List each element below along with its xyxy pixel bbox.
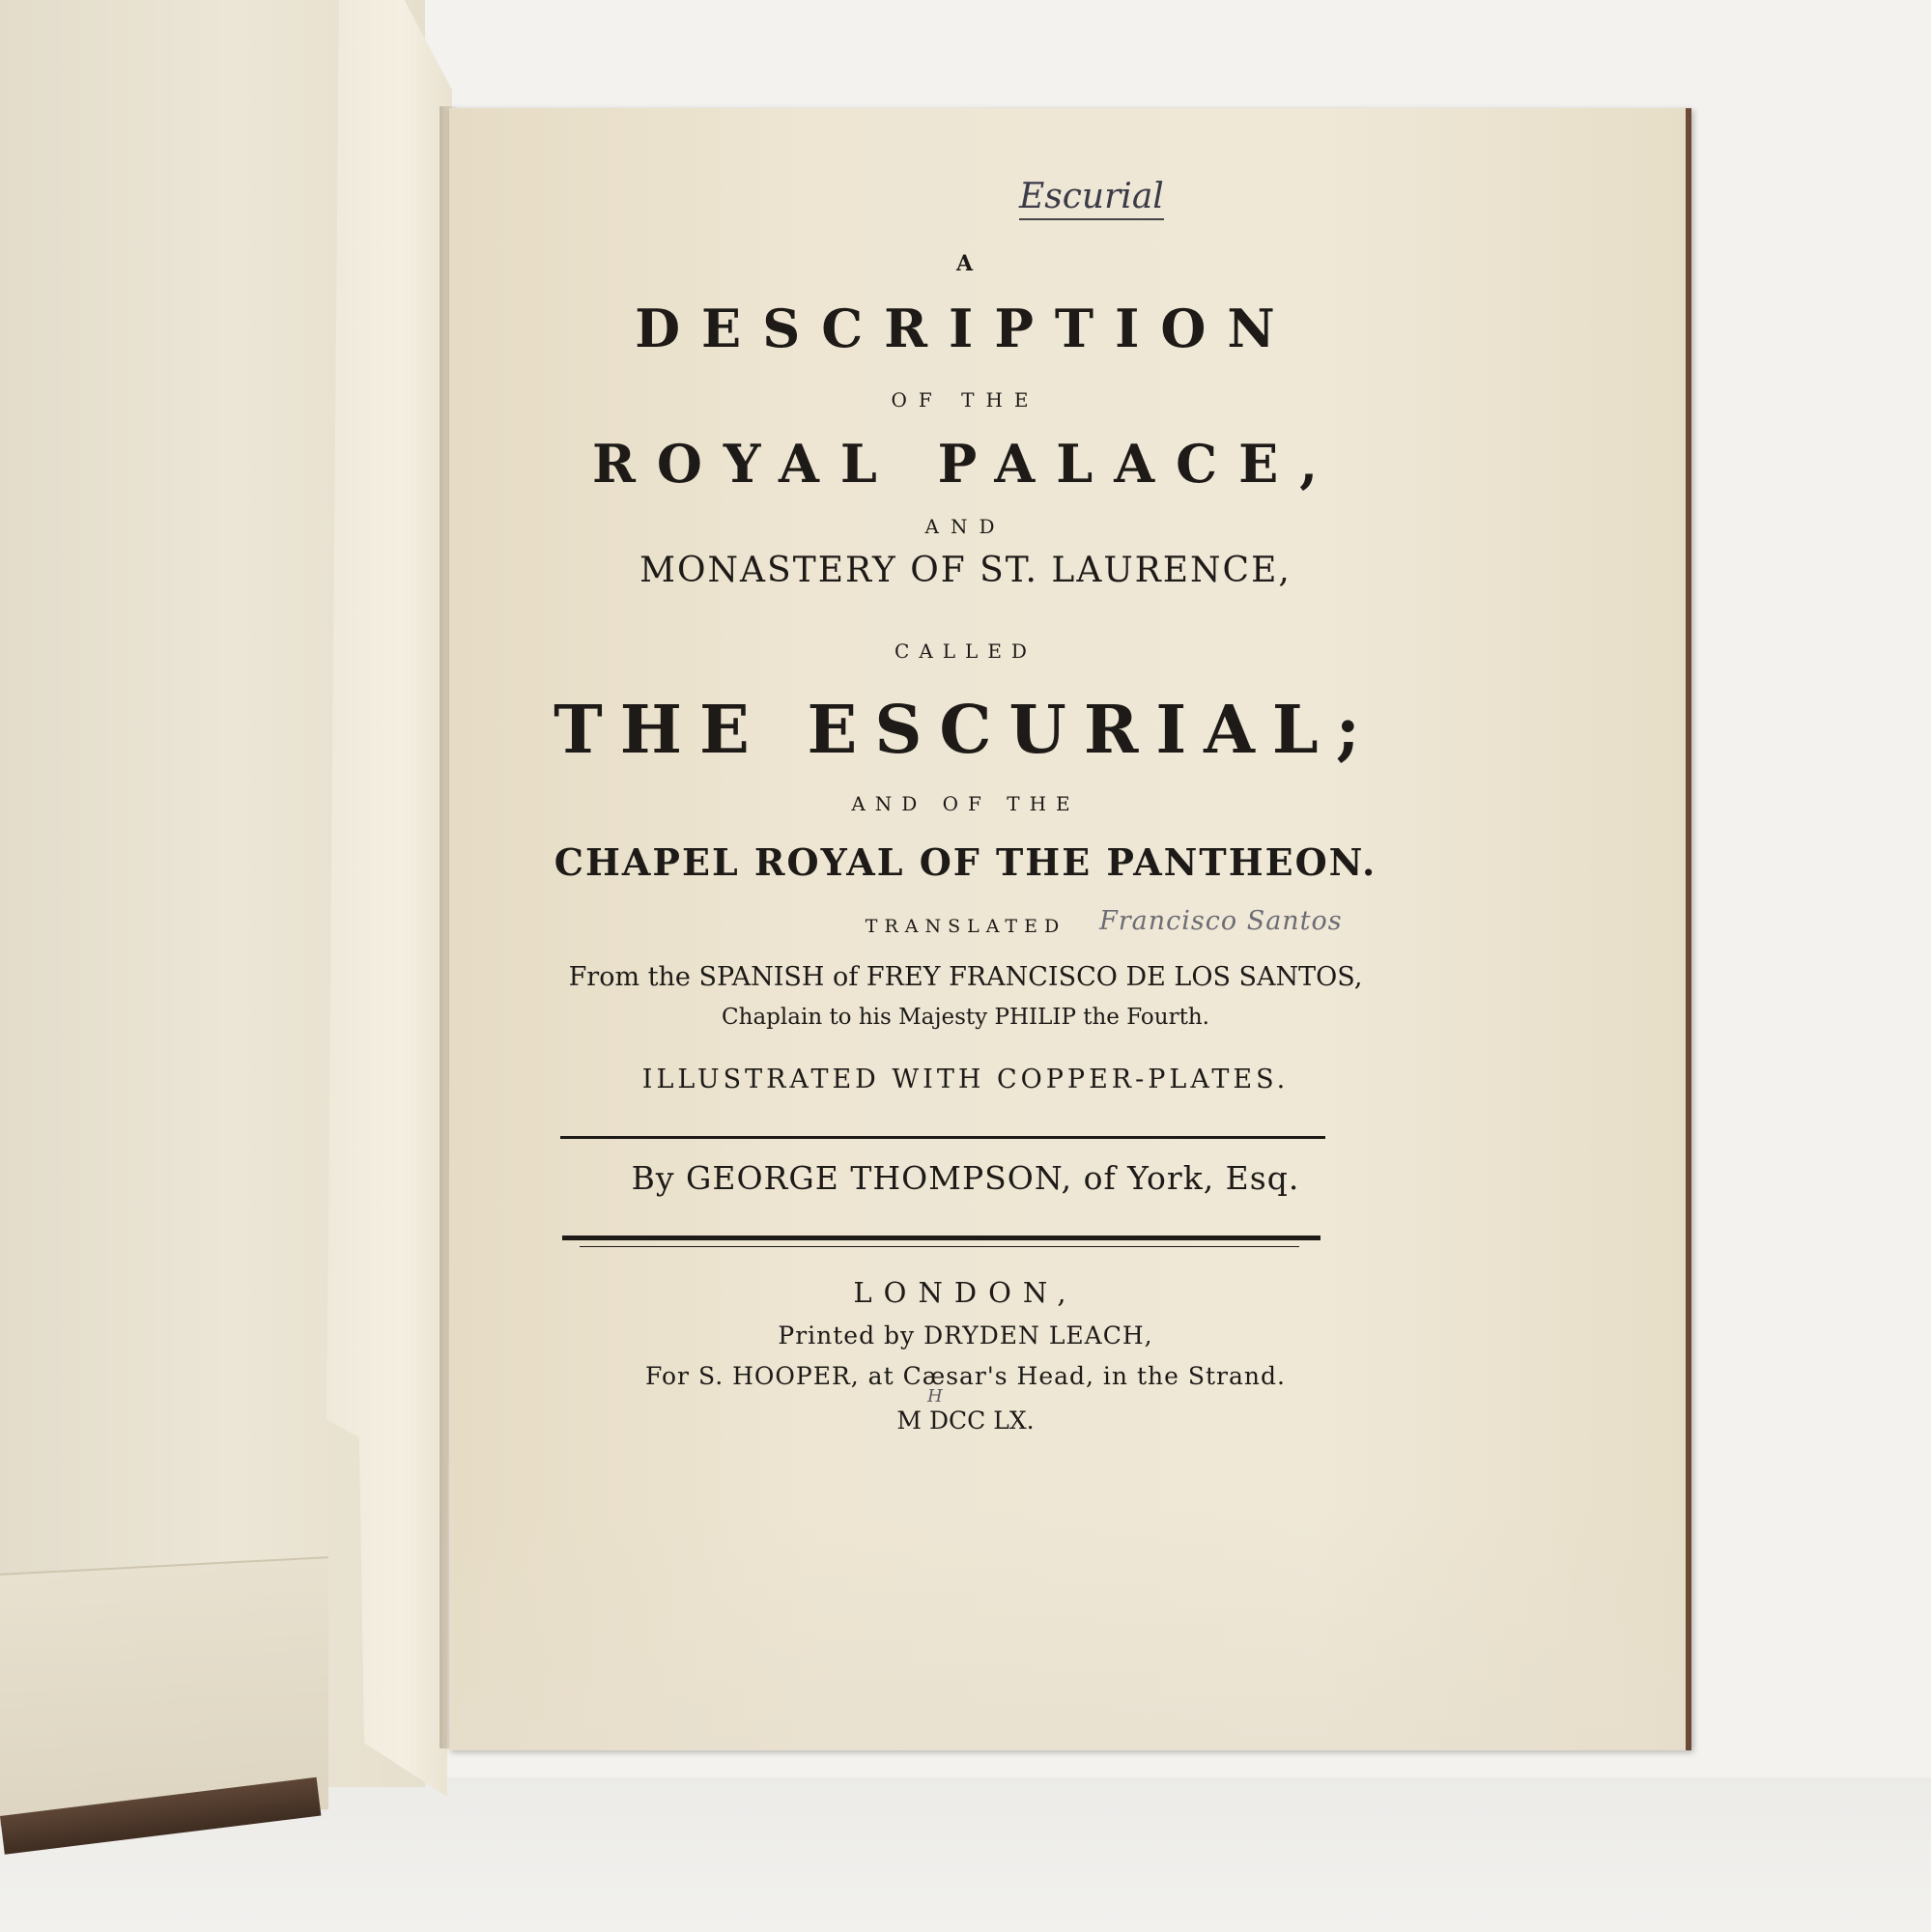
title-called: CALLED bbox=[895, 639, 1036, 663]
imprint-date: M DCC LX. bbox=[896, 1406, 1035, 1435]
title-monastery: MONASTERY OF ST. LAURENCE, bbox=[639, 551, 1292, 590]
rule-bottom-thick bbox=[562, 1236, 1320, 1240]
author-line: By GEORGE THOMPSON, of York, Esq. bbox=[631, 1159, 1300, 1197]
title-and: AND bbox=[924, 515, 1007, 538]
title-article: A bbox=[955, 251, 976, 276]
translated-label: TRANSLATED bbox=[865, 916, 1066, 937]
rule-top bbox=[560, 1136, 1325, 1139]
illustrated-line: ILLUSTRATED WITH COPPER-PLATES. bbox=[641, 1065, 1290, 1094]
title-and-of-the: AND OF THE bbox=[851, 792, 1080, 815]
imprint-printer: Printed by DRYDEN LEACH, bbox=[778, 1321, 1153, 1350]
title-chapel: CHAPEL ROYAL OF THE PANTHEON. bbox=[554, 840, 1377, 884]
imprint-city: LONDON, bbox=[853, 1276, 1078, 1309]
handwritten-author-note: Francisco Santos bbox=[1099, 906, 1343, 936]
rule-bottom-thin bbox=[580, 1246, 1299, 1247]
chaplain-line: Chaplain to his Majesty PHILIP the Fourth. bbox=[722, 1005, 1209, 1030]
title-escurial: THE ESCURIAL; bbox=[554, 692, 1377, 769]
title-of-the: OF THE bbox=[891, 388, 1040, 412]
from-spanish-line: From the SPANISH of FREY FRANCISCO DE LOS SANTOS, bbox=[568, 962, 1363, 992]
title-description: DESCRIPTION bbox=[635, 298, 1296, 359]
title-royal-palace: ROYAL PALACE, bbox=[591, 433, 1340, 495]
handwritten-escurial-note: Escurial bbox=[1019, 177, 1164, 220]
imprint-bookseller: For S. HOOPER, at Cæsar's Head, in the Strand. bbox=[645, 1362, 1286, 1390]
handwritten-date-correction: H bbox=[927, 1386, 943, 1406]
